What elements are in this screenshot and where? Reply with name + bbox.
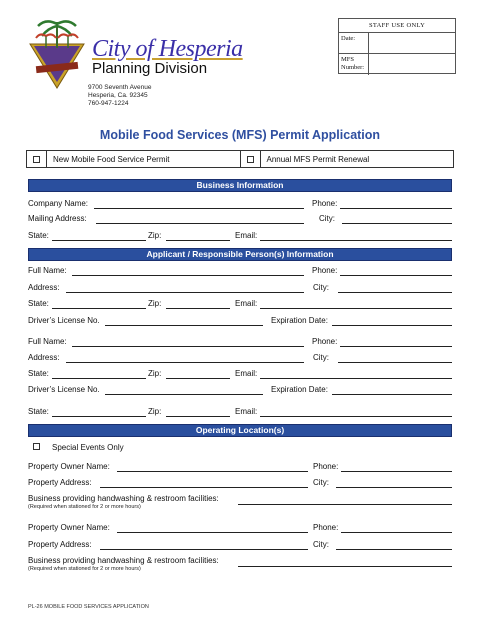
applicant1-expiration-label: Expiration Date: <box>271 316 328 325</box>
property-address1-label: Property Address: <box>28 478 92 487</box>
applicant1-phone-label: Phone: <box>312 266 338 275</box>
applicant1-state-field[interactable] <box>52 308 146 309</box>
applicant1-email-field[interactable] <box>260 308 452 309</box>
city-seal-logo <box>26 14 88 92</box>
staff-mfs-field[interactable] <box>369 54 455 75</box>
location1-city-label: City: <box>313 478 329 487</box>
section-applicant: Applicant / Responsible Person(s) Information <box>28 248 452 261</box>
applicant2-name-field[interactable] <box>72 346 304 347</box>
applicant1-expiration-field[interactable] <box>332 325 452 326</box>
applicant3-zip-field[interactable] <box>166 416 230 417</box>
division-name: Planning Division <box>92 60 208 77</box>
permit-type-table <box>26 150 454 168</box>
form-footer: PL-26 MOBILE FOOD SERVICES APPLICATION <box>28 604 149 610</box>
applicant1-name-field[interactable] <box>72 275 304 276</box>
business-email-field[interactable] <box>260 240 452 241</box>
business-state-label: State: <box>28 231 49 240</box>
mailing-address-label: Mailing Address: <box>28 214 87 223</box>
facilities1-note: (Required when stationed for 2 or more hours) <box>28 504 141 510</box>
applicant2-license-label: Driver’s License No. <box>28 385 100 394</box>
company-phone-label: Phone: <box>312 199 338 208</box>
business-email-label: Email: <box>235 231 258 240</box>
applicant2-phone-label: Phone: <box>312 337 338 346</box>
applicant2-expiration-field[interactable] <box>332 394 452 395</box>
city-name: City of Hesperia <box>92 36 243 62</box>
location1-city-field[interactable] <box>336 487 452 488</box>
applicant2-state-label: State: <box>28 369 49 378</box>
applicant2-phone-field[interactable] <box>340 346 452 347</box>
company-name-label: Company Name: <box>28 199 89 208</box>
location2-city-label: City: <box>313 540 329 549</box>
applicant2-email-label: Email: <box>235 369 258 378</box>
applicant2-email-field[interactable] <box>260 378 452 379</box>
location2-city-field[interactable] <box>336 549 452 550</box>
business-state-field[interactable] <box>52 240 146 241</box>
applicant2-address-label: Address: <box>28 353 60 362</box>
applicant1-license-field[interactable] <box>105 325 263 326</box>
property-owner2-label: Property Owner Name: <box>28 523 110 532</box>
address-line2: Hesperia, Ca. 92345 <box>88 92 148 99</box>
applicant2-address-field[interactable] <box>66 362 304 363</box>
business-facilities2-label: Business providing handwashing & restroom facilities: <box>28 556 219 565</box>
applicant2-zip-label: Zip: <box>148 369 162 378</box>
new-permit-checkbox[interactable] <box>33 156 40 163</box>
applicant1-zip-field[interactable] <box>166 308 230 309</box>
property-address2-field[interactable] <box>100 549 308 550</box>
applicant3-state-label: State: <box>28 407 49 416</box>
applicant2-state-field[interactable] <box>52 378 146 379</box>
facilities2-note: (Required when stationed for 2 or more hours) <box>28 566 141 572</box>
applicant2-expiration-label: Expiration Date: <box>271 385 328 394</box>
special-events-label: Special Events Only <box>52 443 124 452</box>
location2-phone-field[interactable] <box>341 532 452 533</box>
location1-phone-label: Phone: <box>313 462 339 471</box>
applicant2-city-field[interactable] <box>338 362 452 363</box>
property-owner1-field[interactable] <box>117 471 308 472</box>
location2-phone-label: Phone: <box>313 523 339 532</box>
mailing-address-field[interactable] <box>96 223 304 224</box>
special-events-checkbox[interactable] <box>33 443 40 450</box>
applicant1-city-label: City: <box>313 283 329 292</box>
location1-phone-field[interactable] <box>341 471 452 472</box>
staff-date-field[interactable] <box>369 33 455 53</box>
property-owner2-field[interactable] <box>117 532 308 533</box>
form-title: Mobile Food Services (MFS) Permit Application <box>99 128 381 142</box>
staff-use-box <box>338 18 456 74</box>
business-facilities2-field[interactable] <box>238 566 452 567</box>
company-phone-field[interactable] <box>340 208 452 209</box>
renewal-label: Annual MFS Permit Renewal <box>266 154 370 164</box>
applicant3-zip-label: Zip: <box>148 407 162 416</box>
applicant2-city-label: City: <box>313 353 329 362</box>
applicant1-name-label: Full Name: <box>28 266 67 275</box>
staff-use-title: STAFF USE ONLY <box>339 19 455 33</box>
business-city-label: City: <box>319 214 335 223</box>
applicant1-address-field[interactable] <box>66 292 304 293</box>
applicant2-license-field[interactable] <box>105 394 263 395</box>
company-name-field[interactable] <box>94 208 304 209</box>
business-city-field[interactable] <box>342 223 452 224</box>
business-facilities1-label: Business providing handwashing & restroom facilities: <box>28 494 219 503</box>
applicant1-state-label: State: <box>28 299 49 308</box>
staff-date-label: Date: <box>339 33 369 53</box>
applicant3-state-field[interactable] <box>52 416 146 417</box>
property-address1-field[interactable] <box>100 487 308 488</box>
applicant2-name-label: Full Name: <box>28 337 67 346</box>
new-permit-label: New Mobile Food Service Permit <box>53 154 170 164</box>
section-business: Business Information <box>28 179 452 192</box>
applicant1-license-label: Driver’s License No. <box>28 316 100 325</box>
applicant1-address-label: Address: <box>28 283 60 292</box>
staff-mfs-label: MFS Number: <box>339 54 369 75</box>
business-zip-label: Zip: <box>148 231 162 240</box>
business-zip-field[interactable] <box>166 240 230 241</box>
property-owner1-label: Property Owner Name: <box>28 462 110 471</box>
section-location: Operating Location(s) <box>28 424 452 437</box>
business-facilities1-field[interactable] <box>238 504 452 505</box>
applicant1-email-label: Email: <box>235 299 258 308</box>
applicant3-email-field[interactable] <box>260 416 452 417</box>
address-line1: 9700 Seventh Avenue <box>88 84 152 91</box>
applicant1-phone-field[interactable] <box>340 275 452 276</box>
applicant1-city-field[interactable] <box>338 292 452 293</box>
applicant2-zip-field[interactable] <box>166 378 230 379</box>
applicant1-zip-label: Zip: <box>148 299 162 308</box>
renewal-checkbox[interactable] <box>247 156 254 163</box>
phone-number: 760-947-1224 <box>88 100 129 107</box>
applicant3-email-label: Email: <box>235 407 258 416</box>
property-address2-label: Property Address: <box>28 540 92 549</box>
